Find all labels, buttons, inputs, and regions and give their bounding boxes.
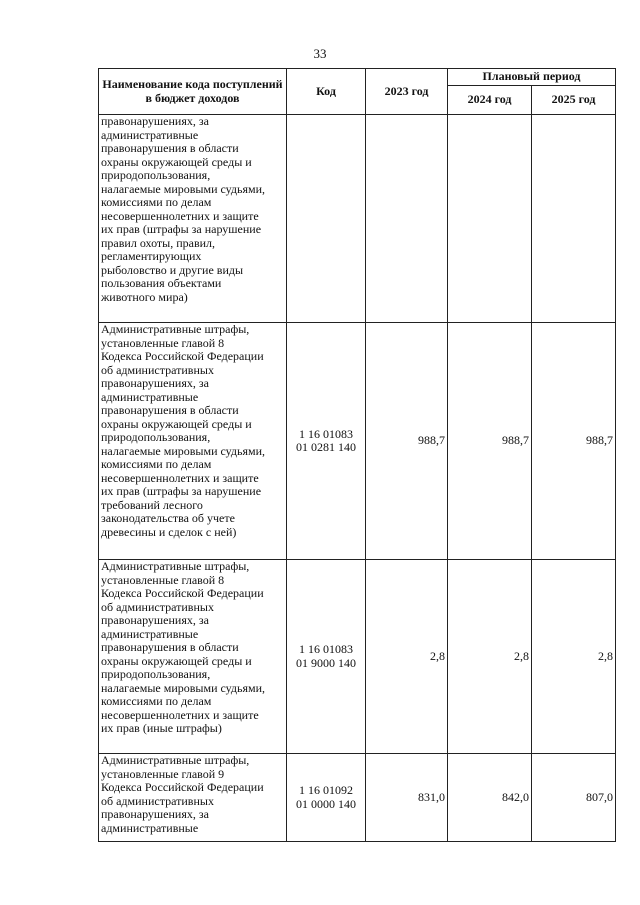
value-2024-cell	[448, 115, 532, 323]
table-row	[99, 115, 616, 323]
value-2024-cell: 988,7	[448, 323, 532, 560]
value-2024-cell: 842,0	[448, 754, 532, 842]
header-name: Наименование кода поступлений в бюджет доходов	[99, 69, 287, 115]
header-2024: 2024 год	[448, 86, 532, 115]
revenue-name-cell: Административные штрафы, установленные главой 8 Кодекса Российской Федерации об административных правонарушениях, за административные правонарушения в области охраны окружающей среды и природопользования, налагаемые мировыми судьями, комиссиями по делам несовершеннолетних и защите их прав (штрафы за нарушение требований лесного законодательства об учете древесины и сделок с ней)	[99, 323, 287, 560]
revenue-name-cell: Административные штрафы, установленные главой 9 Кодекса Российской Федерации об административных правонарушениях, за административные	[99, 754, 287, 842]
value-2024-cell: 2,8	[448, 560, 532, 754]
revenue-name-cell: Административные штрафы, установленные главой 8 Кодекса Российской Федерации об административных правонарушениях, за административные правонарушения в области охраны окружающей среды и природопользования, налагаемые мировыми судьями, комиссиями по делам несовершеннолетних и защите их прав (иные штрафы)	[99, 560, 287, 754]
table-row	[99, 323, 616, 560]
header-code: Код	[287, 69, 366, 115]
header-2025: 2025 год	[532, 86, 616, 115]
revenue-name-cell: правонарушениях, за административные правонарушения в области охраны окружающей среды и природопользования, налагаемые мировыми судьями, комиссиями по делам несовершеннолетних и защите их прав (штрафы за нарушение правил охоты, правил, регламентирующих рыболовство и другие виды пользования объектами животного мира)	[99, 115, 287, 323]
value-2023-cell: 988,7	[366, 323, 448, 560]
page-number: 33	[313, 46, 327, 61]
value-2025-cell: 988,7	[532, 323, 616, 560]
header-planned-period: Плановый период	[448, 69, 616, 86]
value-2023-cell: 2,8	[366, 560, 448, 754]
value-2025-cell: 807,0	[532, 754, 616, 842]
revenue-code-cell: 1 16 01083 01 0281 140	[287, 323, 366, 560]
revenue-code-cell	[287, 115, 366, 323]
revenue-code-cell: 1 16 01083 01 9000 140	[287, 560, 366, 754]
value-2023-cell	[366, 115, 448, 323]
revenue-code-cell: 1 16 01092 01 0000 140	[287, 754, 366, 842]
table-row	[99, 560, 616, 754]
table-row	[99, 754, 616, 842]
value-2025-cell: 2,8	[532, 560, 616, 754]
value-2023-cell: 831,0	[366, 754, 448, 842]
value-2025-cell	[532, 115, 616, 323]
budget-revenue-table	[98, 68, 616, 842]
header-2023: 2023 год	[366, 69, 448, 115]
